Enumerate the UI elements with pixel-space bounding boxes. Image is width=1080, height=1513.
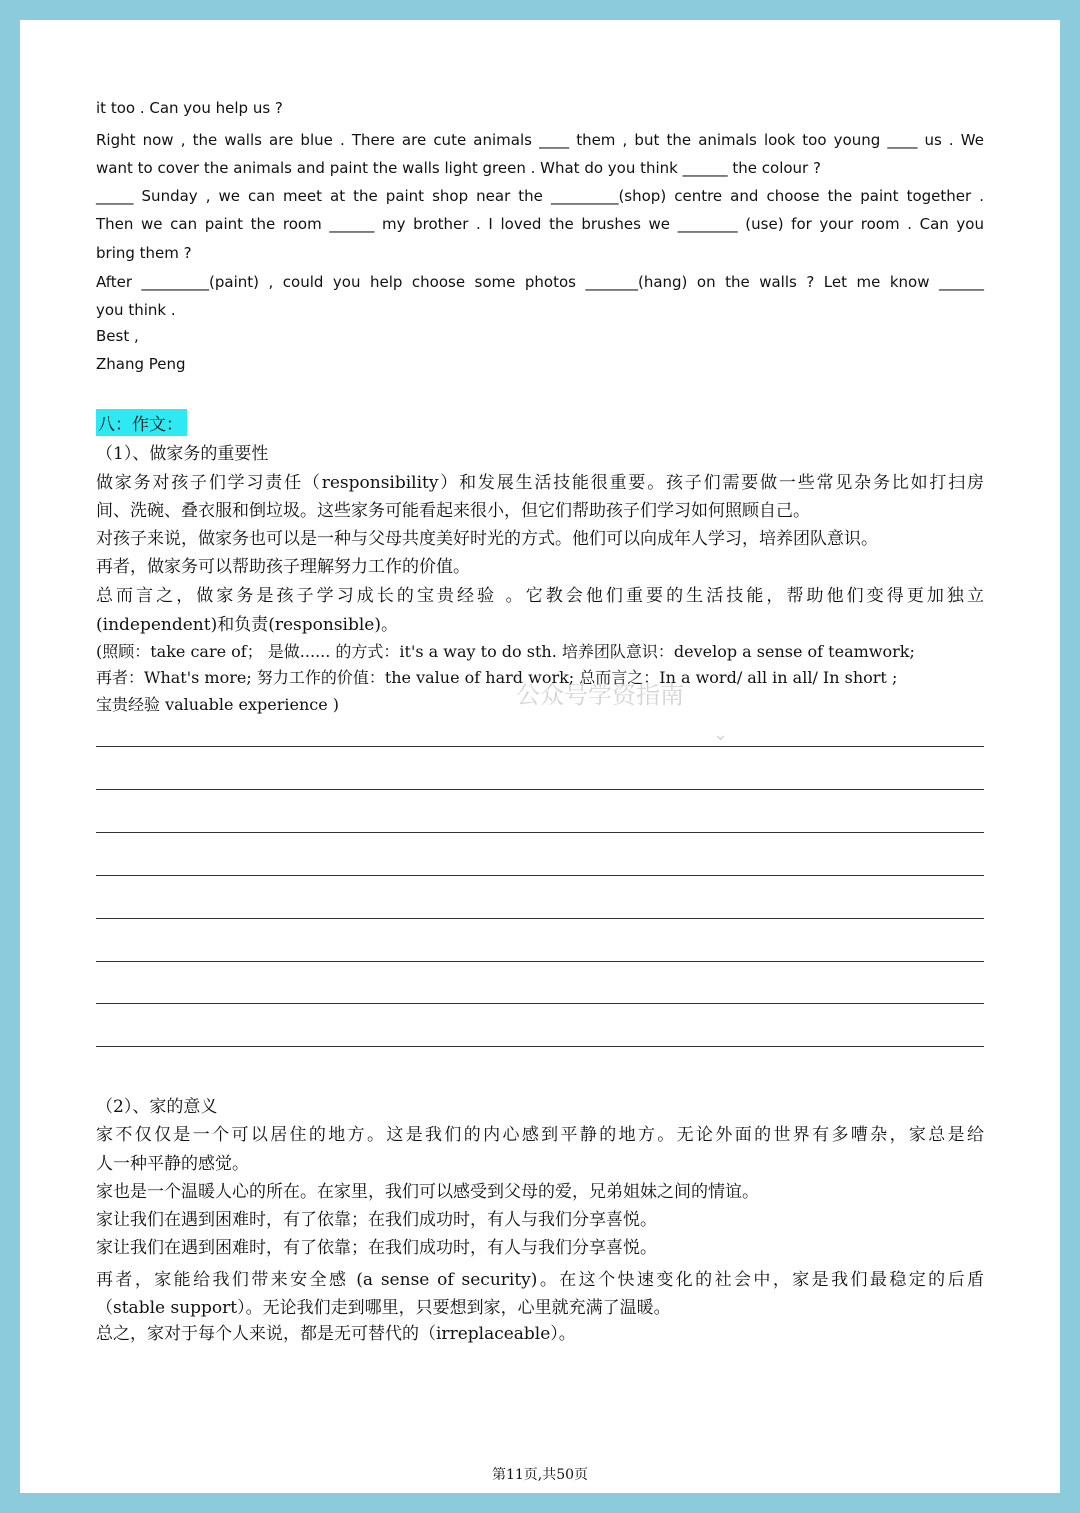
letter-signature: Zhang Peng xyxy=(96,355,186,373)
letter-closing: Best , xyxy=(96,327,139,345)
topic2-line: 人一种平静的感觉。 xyxy=(96,1154,249,1174)
topic2-line: 总之，家对于每个人来说，都是无可替代的（irreplaceable）。 xyxy=(96,1324,576,1344)
topic2-line: 家也是一个温暖人心的所在。在家里，我们可以感受到父母的爱，兄弟姐妹之间的情谊。 xyxy=(96,1182,759,1202)
writing-line xyxy=(96,875,984,876)
writing-line xyxy=(96,1003,984,1004)
topic1-line: 对孩子来说，做家务也可以是一种与父母共度美好时光的方式。他们可以向成年人学习，培养团队意识。 xyxy=(96,529,878,549)
letter-line-7: After _________(paint) , could you help choose some photos _______(hang) on the walls ? Let me know ______ xyxy=(96,273,984,291)
topic1-line: 总而言之，做家务是孩子学习成长的宝贵经验 。它教会他们重要的生活技能，帮助他们变得更加独立 xyxy=(96,586,984,606)
letter-line-6: bring them ? xyxy=(96,244,192,262)
topic2-line: 再者，家能给我们带来安全感 (a sense of security)。在这个快速变化的社会中，家是我们最稳定的后盾 xyxy=(96,1270,984,1290)
writing-line xyxy=(96,746,984,747)
topic1-vocab-line: 再者：What's more; 努力工作的价值：the value of hard work; 总而言之：In a word/ all in all/ In short ; xyxy=(96,668,898,687)
topic2-line: （stable support）。无论我们走到哪里，只要想到家，心里就充满了温暖。 xyxy=(96,1298,671,1318)
topic1-line: (independent)和负责(responsible)。 xyxy=(96,615,398,635)
topic2-line: 家让我们在遇到困难时，有了依靠；在我们成功时，有人与我们分享喜悦。 xyxy=(96,1210,657,1230)
document-page xyxy=(20,20,1060,1493)
watermark-chevron-icon: ⌄ xyxy=(713,724,729,744)
topic2-title: （2）、家的意义 xyxy=(96,1097,218,1117)
writing-line xyxy=(96,1046,984,1047)
topic1-vocab-line: (照顾：take care of； 是做...... 的方式：it's a way to do sth. 培养团队意识：develop a sense of teamwork; xyxy=(96,642,915,661)
topic1-line: 再者，做家务可以帮助孩子理解努力工作的价值。 xyxy=(96,557,470,577)
letter-line-5: Then we can paint the room ______ my brother . I loved the brushes we ________ (use) for your room . Can you xyxy=(96,215,984,233)
writing-line xyxy=(96,789,984,790)
topic1-line: 做家务对孩子们学习责任（responsibility）和发展生活技能很重要。孩子们需要做一些常见杂务比如打扫房 xyxy=(96,473,984,493)
letter-line-4: _____ Sunday , we can meet at the paint shop near the _________(shop) centre and choose the paint together . xyxy=(96,187,984,205)
letter-line-2: Right now , the walls are blue . There are cute animals ____ them , but the animals look too young ____ us . We xyxy=(96,131,984,149)
letter-line-1: it too . Can you help us ? xyxy=(96,99,283,117)
writing-line xyxy=(96,918,984,919)
topic2-line: 家不仅仅是一个可以居住的地方。这是我们的内心感到平静的地方。无论外面的世界有多嘈杂，家总是给 xyxy=(96,1125,984,1145)
topic1-line: 间、洗碗、叠衣服和倒垃圾。这些家务可能看起来很小，但它们帮助孩子们学习如何照顾自己。 xyxy=(96,501,810,521)
composition-section-title: 八：作文： xyxy=(96,409,187,436)
letter-line-8: you think . xyxy=(96,301,176,319)
watermark-text: 公众号学资指南 xyxy=(516,681,684,709)
topic1-vocab-line: 宝贵经验 valuable experience ) xyxy=(96,695,340,714)
topic1-title: （1）、做家务的重要性 xyxy=(96,444,269,464)
writing-line xyxy=(96,961,984,962)
writing-line xyxy=(96,832,984,833)
letter-line-3: want to cover the animals and paint the walls light green . What do you think ______ the colour ? xyxy=(96,159,821,177)
topic2-line: 家让我们在遇到困难时，有了依靠；在我们成功时，有人与我们分享喜悦。 xyxy=(96,1238,657,1258)
page-number: 第11页,共50页 xyxy=(491,1467,589,1483)
